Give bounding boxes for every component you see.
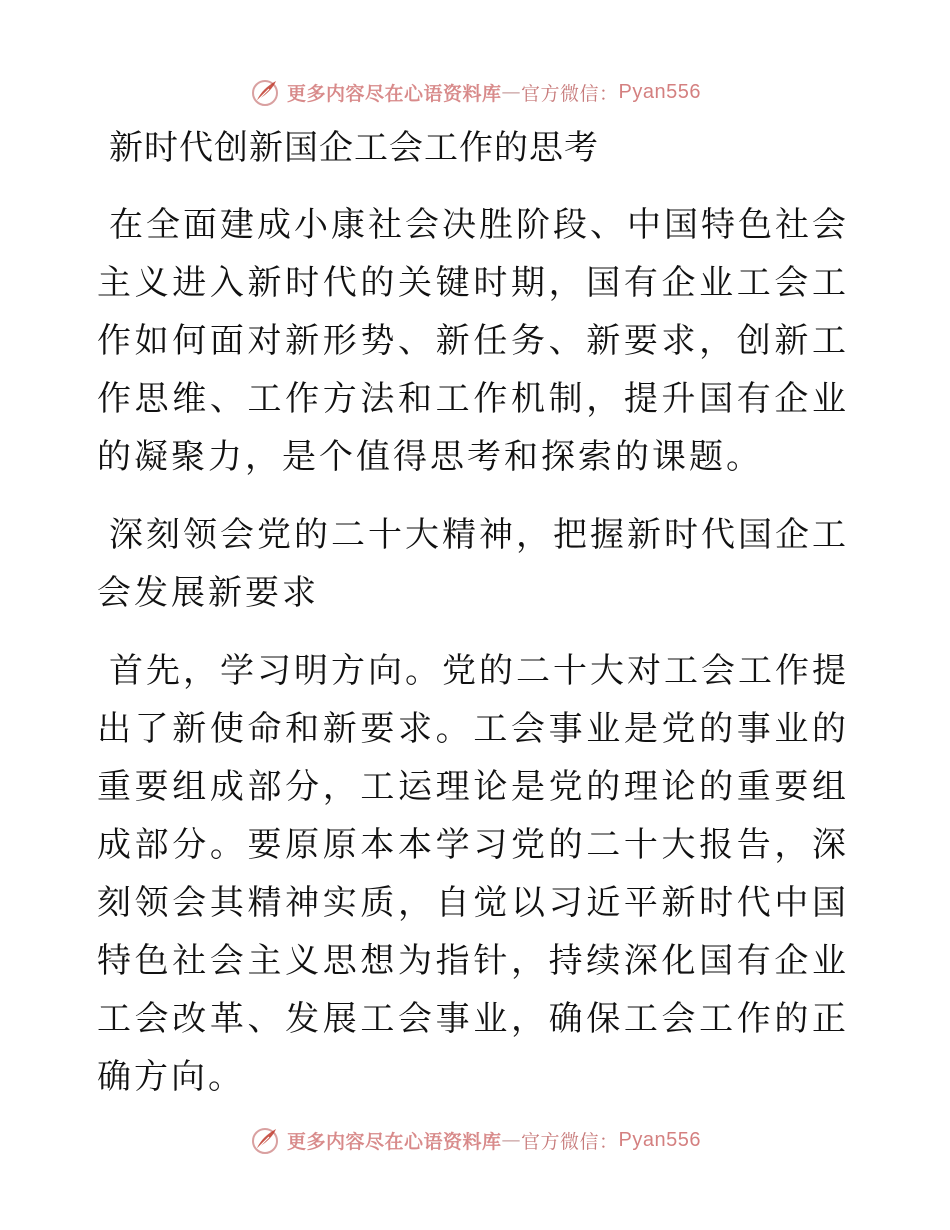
watermark-wechat-label: 官方微信： xyxy=(521,1130,619,1153)
watermark-wechat-label: 官方微信： xyxy=(521,82,619,105)
watermark-wechat-id: Pyan556 xyxy=(618,80,701,103)
watermark-text xyxy=(287,79,701,106)
watermark-wechat-id: Pyan556 xyxy=(618,1128,701,1151)
watermark-header xyxy=(0,72,950,112)
watermark-separator: — xyxy=(501,81,522,103)
watermark-footer xyxy=(0,1120,950,1160)
feather-pen-logo-icon xyxy=(249,76,281,108)
section-heading: 深刻领会党的二十大精神，把握新时代国企工会发展新要求 xyxy=(97,515,849,613)
feather-pen-logo-icon xyxy=(249,1124,281,1156)
document-body xyxy=(97,120,849,1126)
watermark-text xyxy=(287,1127,701,1154)
paragraph-first-point: 首先，学习明方向。党的二十大对工会工作提出了新使命和新要求。工会事业是党的事业的重要组成部分，工运理论是党的理论的重要组成部分。要原原本本学习党的二十大报告，深刻领会其精神实质，自觉以习近平新时代中国特色社会主义思想为指针，持续深化国有企业工会改革、发展工会事业，确保工会工作的正确方向。 xyxy=(97,651,849,1097)
document-title: 新时代创新国企工会工作的思考 xyxy=(109,128,599,168)
watermark-main-text: 更多内容尽在心语资料库 xyxy=(287,1130,502,1153)
watermark-separator: — xyxy=(501,1129,522,1151)
watermark-main-text: 更多内容尽在心语资料库 xyxy=(287,82,502,105)
paragraph-intro: 在全面建成小康社会决胜阶段、中国特色社会主义进入新时代的关键时期，国有企业工会工作如何面对新形势、新任务、新要求，创新工作思维、工作方法和工作机制，提升国有企业的凝聚力，是个值得思考和探索的课题。 xyxy=(97,205,849,477)
